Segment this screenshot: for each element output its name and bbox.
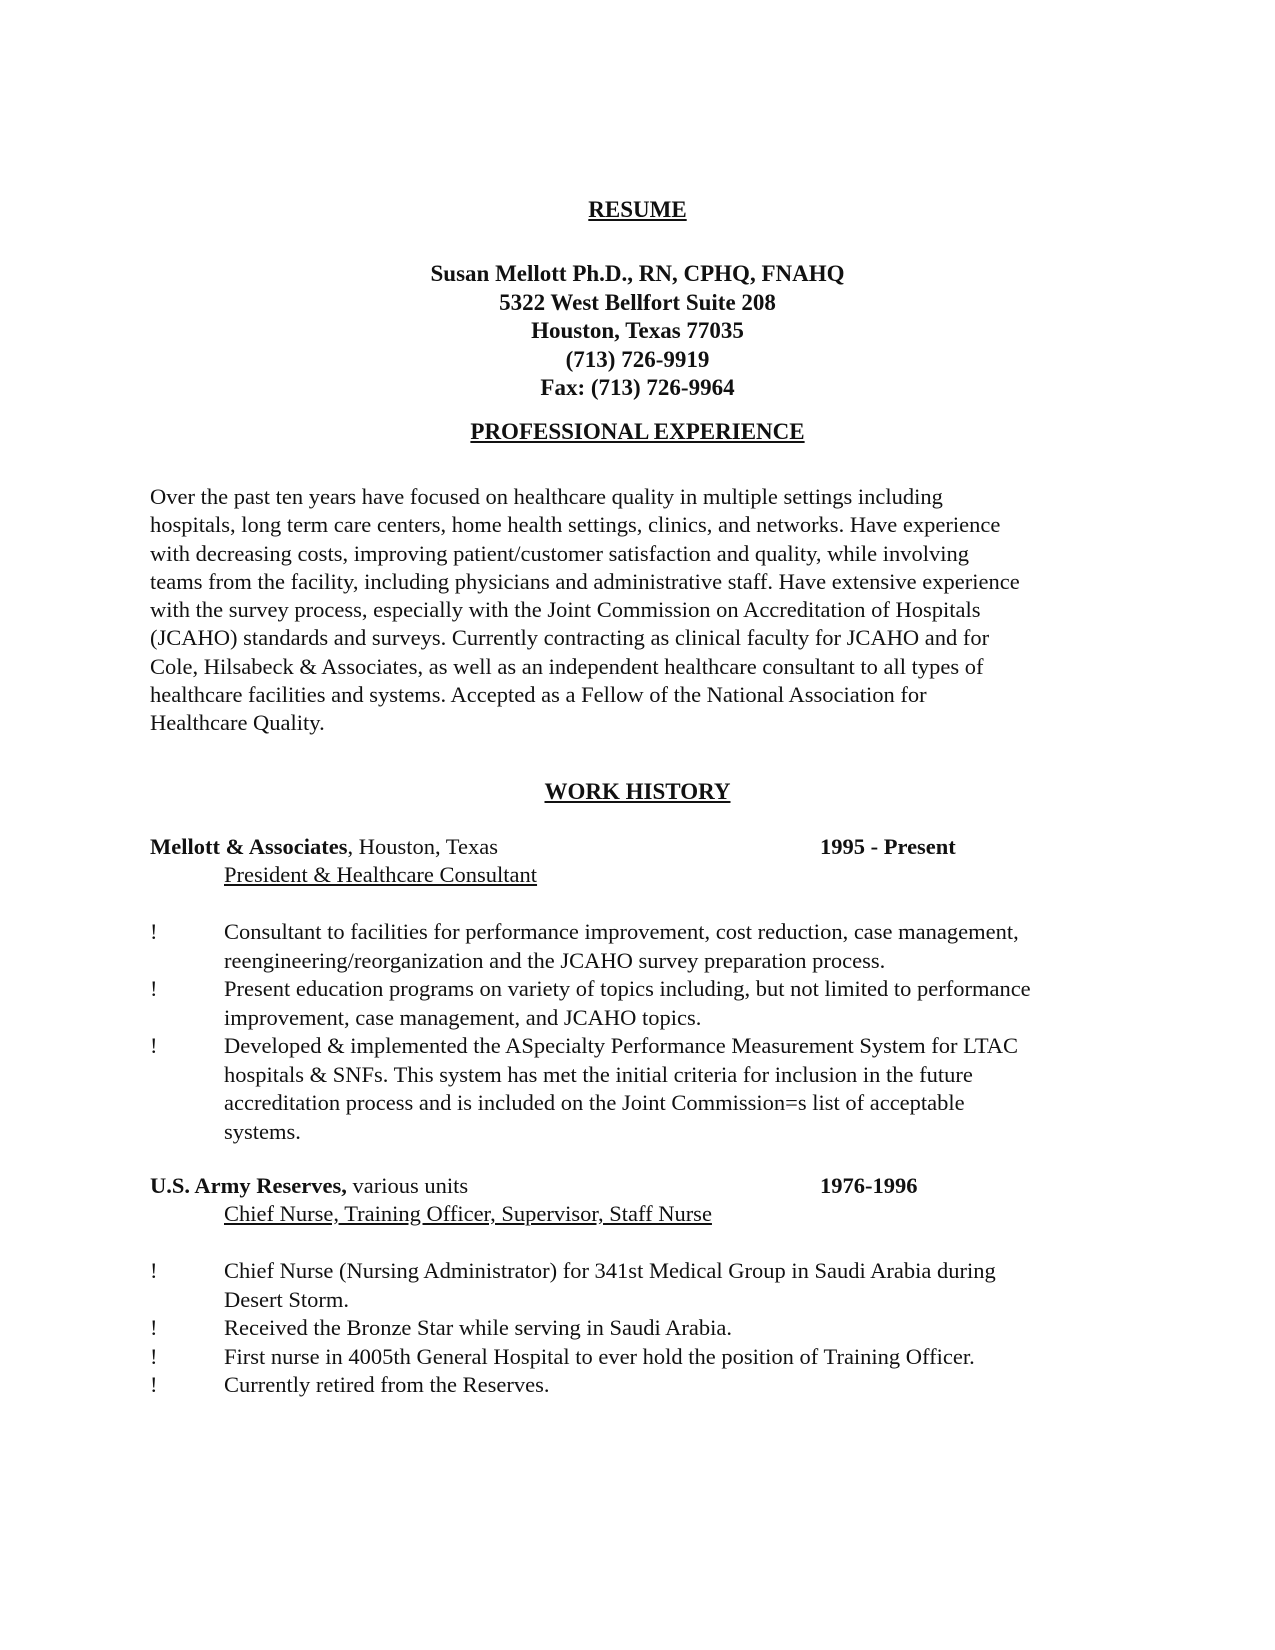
job-bullets <box>150 1257 1150 1400</box>
summary-line: Healthcare Quality. <box>150 710 325 736</box>
summary-line: Cole, Hilsabeck & Associates, as well as an independent healthcare consultant to all types of <box>150 653 984 679</box>
bullet-line: Present education programs on variety of topics including, but not limited to performance <box>224 976 1031 1001</box>
bullet-line: Chief Nurse (Nursing Administrator) for 341st Medical Group in Saudi Arabia during <box>224 1258 996 1283</box>
job-role: Chief Nurse, Training Officer, Supervisor, Staff Nurse <box>224 1201 712 1226</box>
bullet-mark: ! <box>150 1258 158 1283</box>
bullet-line: Developed & implemented the ASpecialty Performance Measurement System for LTAC <box>224 1033 1019 1058</box>
bullet-mark: ! <box>150 1343 158 1369</box>
job-header <box>150 833 498 861</box>
bullet-item <box>150 1343 1150 1372</box>
bullet-item <box>150 1032 1150 1146</box>
bullet-mark: ! <box>150 1372 158 1397</box>
job-employer: U.S. Army Reserves, <box>150 1173 347 1198</box>
summary-line: hospitals, long term care centers, home health settings, clinics, and networks. Have experience <box>150 512 1001 538</box>
summary-line: (JCAHO) standards and surveys. Currently contracting as clinical faculty for JCAHO and for <box>150 625 990 651</box>
bullet-item <box>150 1314 1150 1343</box>
bullet-mark: ! <box>150 976 158 1001</box>
summary-line: healthcare facilities and systems. Accepted as a Fellow of the National Association for <box>150 682 927 708</box>
summary-line: Over the past ten years have focused on healthcare quality in multiple settings including <box>150 484 943 509</box>
work-history-heading: WORK HISTORY <box>544 779 731 804</box>
contact-fax: Fax: (713) 726-9964 <box>540 375 735 400</box>
bullet-line: Received the Bronze Star while serving in Saudi Arabia. <box>224 1315 732 1340</box>
contact-name: Susan Mellott Ph.D., RN, CPHQ, FNAHQ <box>430 261 845 286</box>
contact-city: Houston, Texas 77035 <box>531 318 744 343</box>
bullet-item <box>150 1371 1150 1400</box>
bullet-item <box>150 1257 1150 1314</box>
bullet-line: Desert Storm. <box>224 1286 349 1312</box>
bullet-line: improvement, case management, and JCAHO topics. <box>224 1004 702 1030</box>
job-dates: 1995 - Present <box>820 834 956 859</box>
bullet-line: hospitals & SNFs. This system has met the initial criteria for inclusion in the future <box>224 1061 973 1087</box>
bullet-line: First nurse in 4005th General Hospital to ever hold the position of Training Officer. <box>224 1343 975 1369</box>
job-header <box>150 1172 468 1200</box>
bullet-line: accreditation process and is included on the Joint Commission=s list of acceptable <box>224 1090 965 1115</box>
bullet-mark: ! <box>150 1315 158 1340</box>
bullet-line: systems. <box>224 1118 301 1144</box>
job-dates: 1976-1996 <box>820 1173 918 1198</box>
bullet-item <box>150 975 1150 1032</box>
job-employer: Mellott & Associates <box>150 834 348 859</box>
contact-phone: (713) 726-9919 <box>565 346 710 372</box>
job-location: , Houston, Texas <box>347 834 498 859</box>
bullet-line: reengineering/reorganization and the JCAHO survey preparation process. <box>224 947 886 973</box>
bullet-line: Consultant to facilities for performance improvement, cost reduction, case management, <box>224 919 1019 944</box>
bullet-item <box>150 918 1150 975</box>
contact-address: 5322 West Bellfort Suite 208 <box>499 289 776 315</box>
bullet-mark: ! <box>150 919 158 944</box>
contact-block <box>0 260 1275 403</box>
job-location: various units <box>346 1173 469 1198</box>
summary-line: with decreasing costs, improving patient/customer satisfaction and quality, while involving <box>150 540 969 566</box>
summary-line: teams from the facility, including physicians and administrative staff. Have extensive experience <box>150 568 1020 594</box>
bullet-line: Currently retired from the Reserves. <box>224 1372 550 1397</box>
experience-heading: PROFESSIONAL EXPERIENCE <box>470 419 805 444</box>
job-bullets <box>150 918 1150 1146</box>
bullet-mark: ! <box>150 1033 158 1058</box>
experience-summary <box>150 483 1130 738</box>
job-role: President & Healthcare Consultant <box>224 862 538 887</box>
resume-title: RESUME <box>588 197 687 222</box>
summary-line: with the survey process, especially with the Joint Commission on Accreditation of Hospitals <box>150 597 981 623</box>
